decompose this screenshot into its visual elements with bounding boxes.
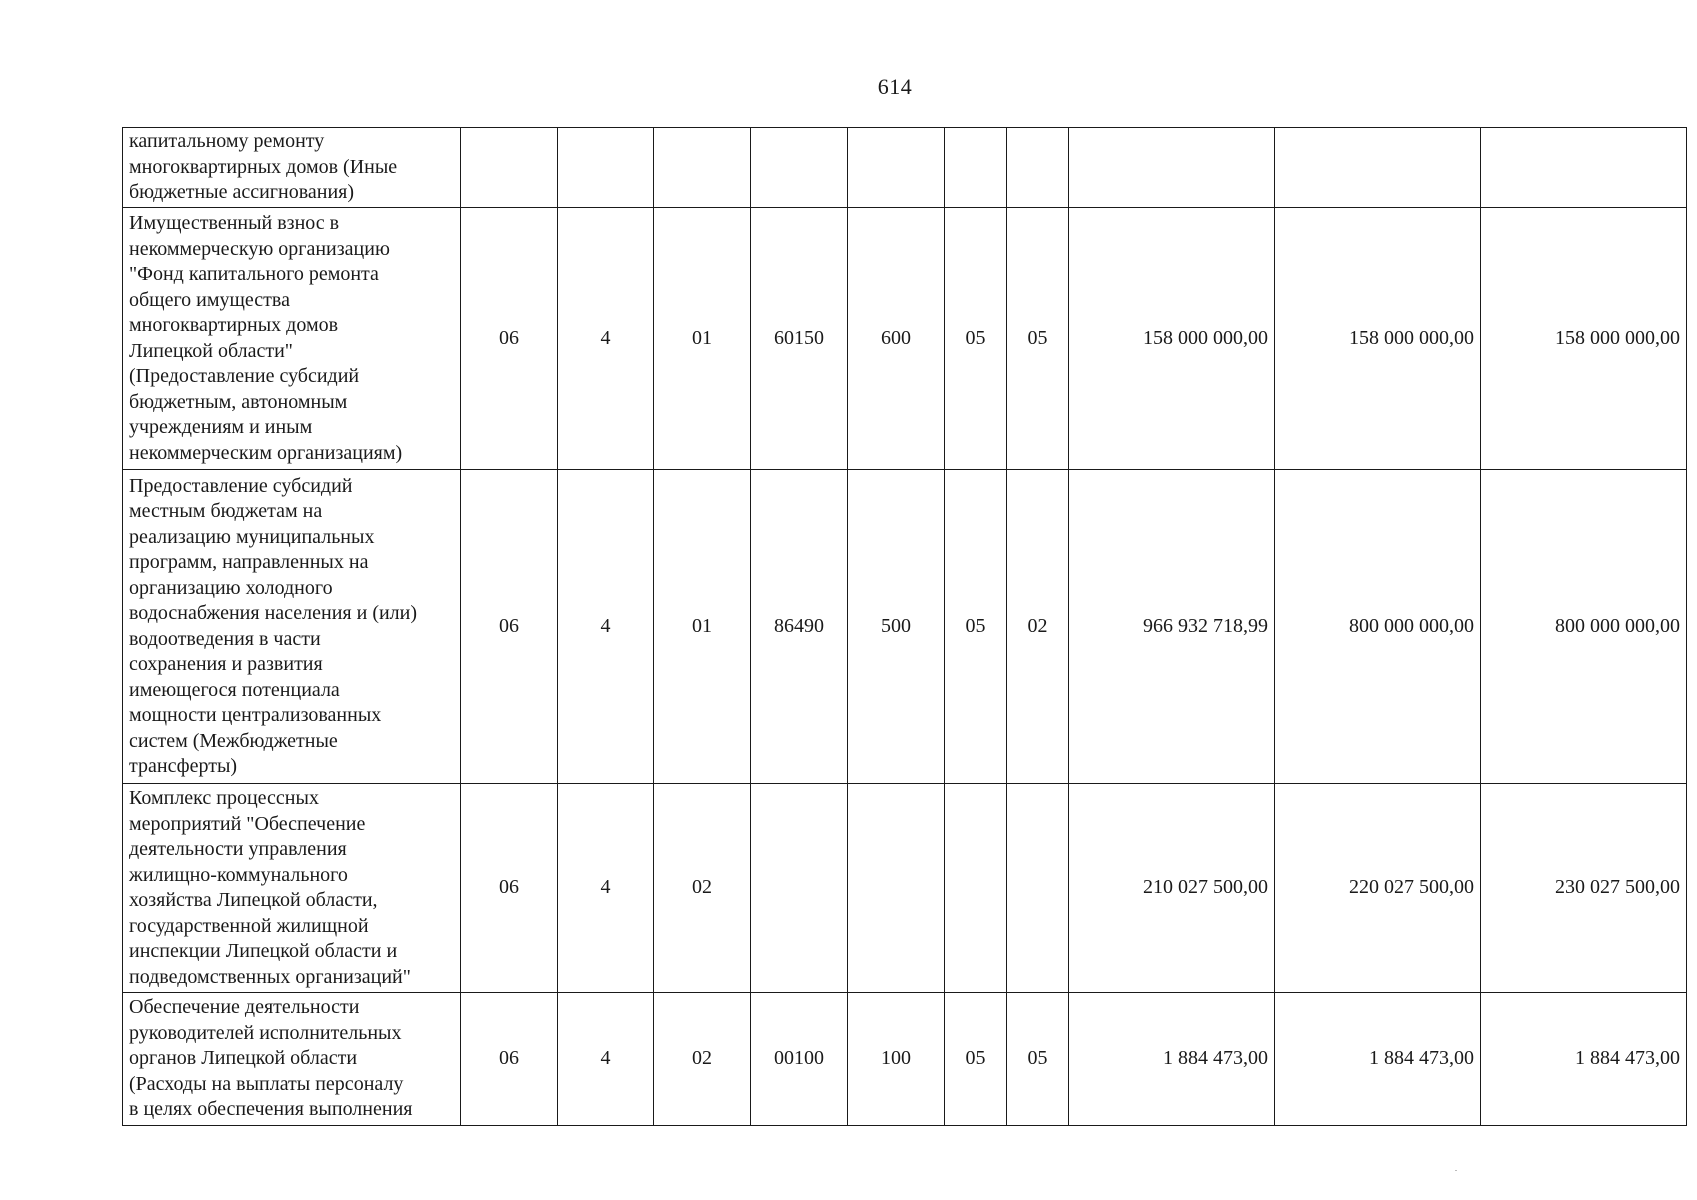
table-row xyxy=(123,784,1687,993)
amount-year-1: 158 000 000,00 xyxy=(1069,208,1275,470)
measure-code-cell xyxy=(654,128,751,208)
subprogram-code-cell xyxy=(558,128,654,208)
expense-type-cell: 600 xyxy=(848,208,945,470)
section-code-cell: 05 xyxy=(945,993,1007,1126)
section-code-cell: 05 xyxy=(945,208,1007,470)
amount-year-3 xyxy=(1481,128,1687,208)
amount-year-1: 1 884 473,00 xyxy=(1069,993,1275,1126)
amount-year-3: 230 027 500,00 xyxy=(1481,784,1687,993)
amount-year-2: 800 000 000,00 xyxy=(1275,470,1481,784)
amount-year-3: 800 000 000,00 xyxy=(1481,470,1687,784)
amount-year-2: 1 884 473,00 xyxy=(1275,993,1481,1126)
subsection-code-cell: 05 xyxy=(1007,208,1069,470)
section-code-cell: 05 xyxy=(945,470,1007,784)
measure-code-cell: 01 xyxy=(654,208,751,470)
amount-year-1: 966 932 718,99 xyxy=(1069,470,1275,784)
direction-code-cell: 60150 xyxy=(751,208,848,470)
program-code-cell: 06 xyxy=(461,208,558,470)
table-row xyxy=(123,470,1687,784)
amount-year-1: 210 027 500,00 xyxy=(1069,784,1275,993)
direction-code-cell xyxy=(751,128,848,208)
direction-code-cell xyxy=(751,784,848,993)
program-code-cell xyxy=(461,128,558,208)
row-description: Обеспечение деятельности руководителей исполнительных органов Липецкой области (Расходы на выплаты персоналу в целях обеспечения выполнения xyxy=(123,993,461,1126)
program-code-cell: 06 xyxy=(461,993,558,1126)
measure-code-cell: 02 xyxy=(654,993,751,1126)
row-description: Имущественный взнос в некоммерческую организацию "Фонд капитального ремонта общего имущества многоквартирных домов Липецкой области" (Предоставление субсидий бюджетным, автономным учреждениям и иным некоммерческим организациям) xyxy=(123,208,461,470)
amount-year-2: 158 000 000,00 xyxy=(1275,208,1481,470)
program-code-cell: 06 xyxy=(461,470,558,784)
amount-year-3: 158 000 000,00 xyxy=(1481,208,1687,470)
row-description: капитальному ремонту многоквартирных домов (Иные бюджетные ассигнования) xyxy=(123,128,461,208)
budget-table xyxy=(122,127,1687,1126)
row-description: Предоставление субсидий местным бюджетам на реализацию муниципальных программ, направленных на организацию холодного водоснабжения населения и (или) водоотведения в части сохранения и развития имеющегося потенциала мощности централизованных систем (Межбюджетные трансферты) xyxy=(123,470,461,784)
expense-type-cell xyxy=(848,128,945,208)
row-description: Комплекс процессных мероприятий "Обеспечение деятельности управления жилищно-коммунального хозяйства Липецкой области, государственной жилищной инспекции Липецкой области и подведомственных организаций" xyxy=(123,784,461,993)
expense-type-cell xyxy=(848,784,945,993)
subsection-code-cell xyxy=(1007,128,1069,208)
amount-year-1 xyxy=(1069,128,1275,208)
subprogram-code-cell: 4 xyxy=(558,470,654,784)
table-row xyxy=(123,208,1687,470)
subprogram-code-cell: 4 xyxy=(558,784,654,993)
expense-type-cell: 100 xyxy=(848,993,945,1126)
measure-code-cell: 02 xyxy=(654,784,751,993)
amount-year-2 xyxy=(1275,128,1481,208)
subprogram-code-cell: 4 xyxy=(558,993,654,1126)
subsection-code-cell xyxy=(1007,784,1069,993)
section-code-cell xyxy=(945,128,1007,208)
table-row xyxy=(123,128,1687,208)
table-row xyxy=(123,993,1687,1126)
subprogram-code-cell: 4 xyxy=(558,208,654,470)
program-code-cell: 06 xyxy=(461,784,558,993)
scan-speck xyxy=(1455,1170,1457,1171)
amount-year-3: 1 884 473,00 xyxy=(1481,993,1687,1126)
section-code-cell xyxy=(945,784,1007,993)
amount-year-2: 220 027 500,00 xyxy=(1275,784,1481,993)
measure-code-cell: 01 xyxy=(654,470,751,784)
direction-code-cell: 86490 xyxy=(751,470,848,784)
page-number: 614 xyxy=(877,74,913,99)
direction-code-cell: 00100 xyxy=(751,993,848,1126)
subsection-code-cell: 02 xyxy=(1007,470,1069,784)
subsection-code-cell: 05 xyxy=(1007,993,1069,1126)
expense-type-cell: 500 xyxy=(848,470,945,784)
